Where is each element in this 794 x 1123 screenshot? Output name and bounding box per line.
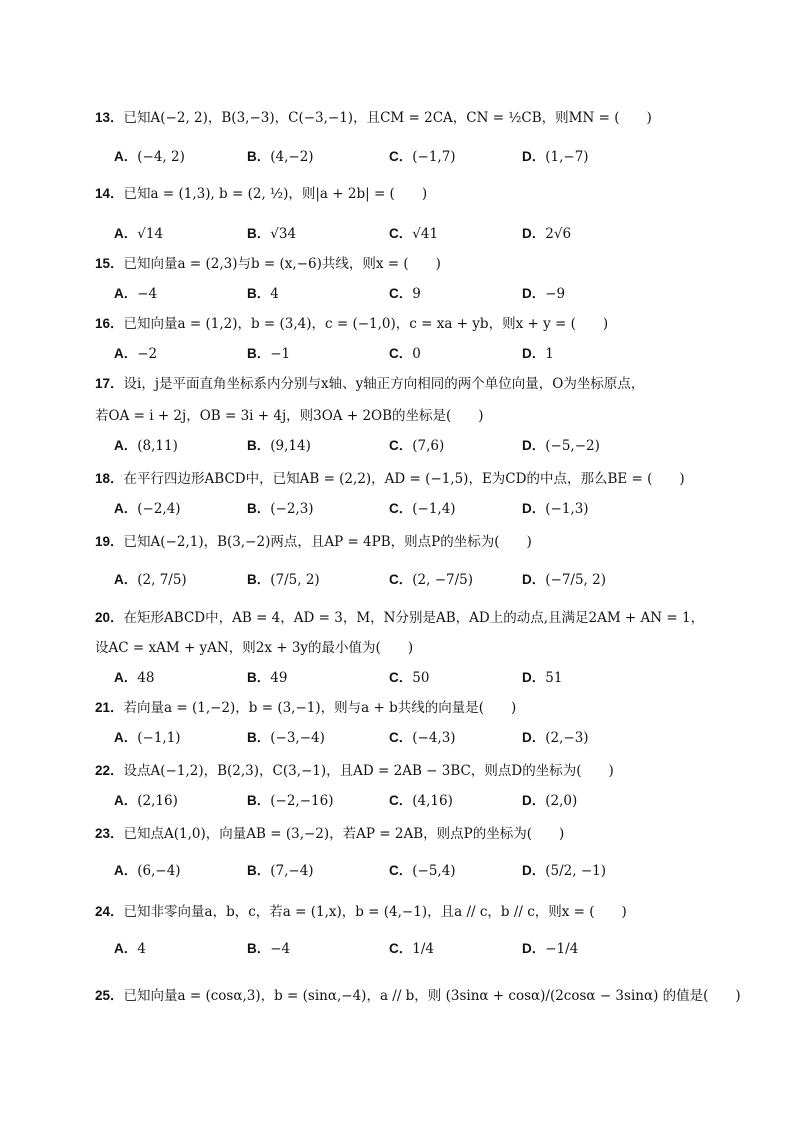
question-14 <box>95 182 427 202</box>
option-b[interactable]: B．−4 <box>247 941 291 957</box>
question-stem: 已知非零向量a，b，c，若a = (1,x)，b = (4,−1)，且a // c，b // c，则x = ( ) <box>123 904 627 920</box>
option-c[interactable]: C．(2, −7/5) <box>389 572 473 588</box>
option-b[interactable]: B．(7,−4) <box>247 863 314 879</box>
question-stem: 已知A(−2, 2)，B(3,−3)，C(−3,−1)，且CM = 2CA，CN = ½CB，则MN = ( ) <box>123 110 652 126</box>
question-23 <box>95 822 564 842</box>
option-b[interactable]: B．49 <box>247 670 288 686</box>
option-d[interactable]: D．51 <box>522 670 563 686</box>
question-stem: 在平行四边形ABCD中，已知AB = (2,2)，AD = (−1,5)，E为CD的中点，那么BE = ( ) <box>123 471 685 487</box>
question-stem: 已知向量a = (1,2)，b = (3,4)，c = (−1,0)，c = xa + yb，则x + y = ( ) <box>123 316 609 332</box>
question-stem-continued: 若OA = i + 2j，OB = 3i + 4j，则3OA + 2OB的坐标是( ) <box>95 408 484 424</box>
options-14 <box>114 222 714 244</box>
option-b[interactable]: B．(9,14) <box>247 438 311 454</box>
option-b[interactable]: B．(−3,−4) <box>247 730 325 746</box>
option-c[interactable]: C．(−5,4) <box>389 863 456 879</box>
option-d[interactable]: D．−9 <box>522 286 566 302</box>
option-a[interactable]: A．48 <box>114 670 155 686</box>
option-c[interactable]: C．(−1,4) <box>389 501 456 517</box>
question-stem: 在矩形ABCD中，AB = 4，AD = 3，M，N分别是AB，AD上的动点,且满足2AM + AN = 1， <box>123 610 705 626</box>
question-19 <box>95 530 532 550</box>
option-a[interactable]: A．(−4, 2) <box>114 149 185 165</box>
options-18 <box>114 497 714 519</box>
options-15 <box>114 282 714 304</box>
option-d[interactable]: D．2√6 <box>522 226 572 242</box>
option-b[interactable]: B．(7/5, 2) <box>247 572 320 588</box>
question-number: 21． <box>95 700 124 715</box>
question-number: 15． <box>95 256 124 271</box>
options-17 <box>114 434 714 456</box>
option-c[interactable]: C．(4,16) <box>389 793 453 809</box>
question-17-line2 <box>95 404 484 424</box>
question-stem: 已知向量a = (2,3)与b = (x,−6)共线，则x = ( ) <box>123 256 441 272</box>
option-c[interactable]: C．1/4 <box>389 941 434 957</box>
question-stem: 若向量a = (1,−2)，b = (3,−1)，则与a + b共线的向量是( ) <box>123 700 517 716</box>
option-d[interactable]: D．(2,0) <box>522 793 578 809</box>
question-18 <box>95 467 685 487</box>
option-a[interactable]: A．(−2,4) <box>114 501 181 517</box>
options-13 <box>114 145 714 167</box>
option-b[interactable]: B．(4,−2) <box>247 149 314 165</box>
option-b[interactable]: B．√34 <box>247 226 297 242</box>
question-number: 22． <box>95 763 124 778</box>
option-a[interactable]: A．−2 <box>114 346 158 362</box>
option-d[interactable]: D．−1/4 <box>522 941 579 957</box>
question-15 <box>95 252 441 272</box>
question-16 <box>95 312 608 332</box>
options-16 <box>114 342 714 364</box>
question-number: 25． <box>95 988 124 1003</box>
option-c[interactable]: C．√41 <box>389 226 439 242</box>
question-number: 13． <box>95 110 124 125</box>
option-d[interactable]: D．(−7/5, 2) <box>522 572 606 588</box>
option-a[interactable]: A．√14 <box>114 226 164 242</box>
question-stem: 已知点A(1,0)，向量AB = (3,−2)，若AP = 2AB，则点P的坐标为( ) <box>123 826 565 842</box>
question-stem: 设i，j是平面直角坐标系内分别与x轴、y轴正方向相同的两个单位向量，O为坐标原点， <box>123 376 645 392</box>
question-21 <box>95 696 516 716</box>
option-b[interactable]: B．4 <box>247 286 279 302</box>
option-d[interactable]: D．(−5,−2) <box>522 438 600 454</box>
option-a[interactable]: A．4 <box>114 941 146 957</box>
option-d[interactable]: D．(1,−7) <box>522 149 589 165</box>
question-20-line2 <box>95 636 413 656</box>
options-24 <box>114 937 714 959</box>
question-number: 19． <box>95 534 124 549</box>
question-number: 20． <box>95 610 124 625</box>
options-22 <box>114 789 714 811</box>
option-d[interactable]: D．(2,−3) <box>522 730 589 746</box>
option-a[interactable]: A．−4 <box>114 286 158 302</box>
option-c[interactable]: C．(−1,7) <box>389 149 456 165</box>
question-stem: 设点A(−1,2)，B(2,3)，C(3,−1)，且AD = 2AB − 3BC，则点D的坐标为( ) <box>123 763 614 779</box>
question-number: 16． <box>95 316 124 331</box>
option-d[interactable]: D．1 <box>522 346 554 362</box>
option-b[interactable]: B．(−2,3) <box>247 501 314 517</box>
option-d[interactable]: D．(−1,3) <box>522 501 589 517</box>
options-21 <box>114 726 714 748</box>
option-b[interactable]: B．(−2,−16) <box>247 793 334 809</box>
option-c[interactable]: C．0 <box>389 346 421 362</box>
question-number: 23． <box>95 826 124 841</box>
question-13 <box>95 106 652 126</box>
option-a[interactable]: A．(6,−4) <box>114 863 181 879</box>
question-number: 24． <box>95 904 124 919</box>
option-c[interactable]: C．9 <box>389 286 421 302</box>
question-20 <box>95 606 704 626</box>
question-17 <box>95 372 644 392</box>
question-number: 18． <box>95 471 124 486</box>
option-a[interactable]: A．(2,16) <box>114 793 178 809</box>
options-19 <box>114 568 714 590</box>
question-stem-continued: 设AC = xAM + yAN，则2x + 3y的最小值为( ) <box>95 640 414 656</box>
option-d[interactable]: D．(5/2, −1) <box>522 863 606 879</box>
question-stem: 已知a = (1,3), b = (2, ½)，则|a + 2b| = ( ) <box>123 186 428 202</box>
option-a[interactable]: A．(2, 7/5) <box>114 572 187 588</box>
question-number: 14． <box>95 186 124 201</box>
question-stem: 已知A(−2,1)，B(3,−2)两点，且AP = 4PB，则点P的坐标为( ) <box>123 534 532 550</box>
options-20 <box>114 666 714 688</box>
question-stem: 已知向量a = (cosα,3)，b = (sinα,−4)，a // b，则 (3sinα + cosα)/(2cosα − 3sinα) 的值是( ) <box>123 988 741 1004</box>
question-22 <box>95 759 614 779</box>
options-23 <box>114 859 714 881</box>
option-a[interactable]: A．(−1,1) <box>114 730 181 746</box>
question-25 <box>95 984 741 1004</box>
option-a[interactable]: A．(8,11) <box>114 438 178 454</box>
question-number: 17． <box>95 376 124 391</box>
option-c[interactable]: C．50 <box>389 670 430 686</box>
option-b[interactable]: B．−1 <box>247 346 291 362</box>
option-c[interactable]: C．(7,6) <box>389 438 445 454</box>
question-24 <box>95 900 627 920</box>
option-c[interactable]: C．(−4,3) <box>389 730 456 746</box>
